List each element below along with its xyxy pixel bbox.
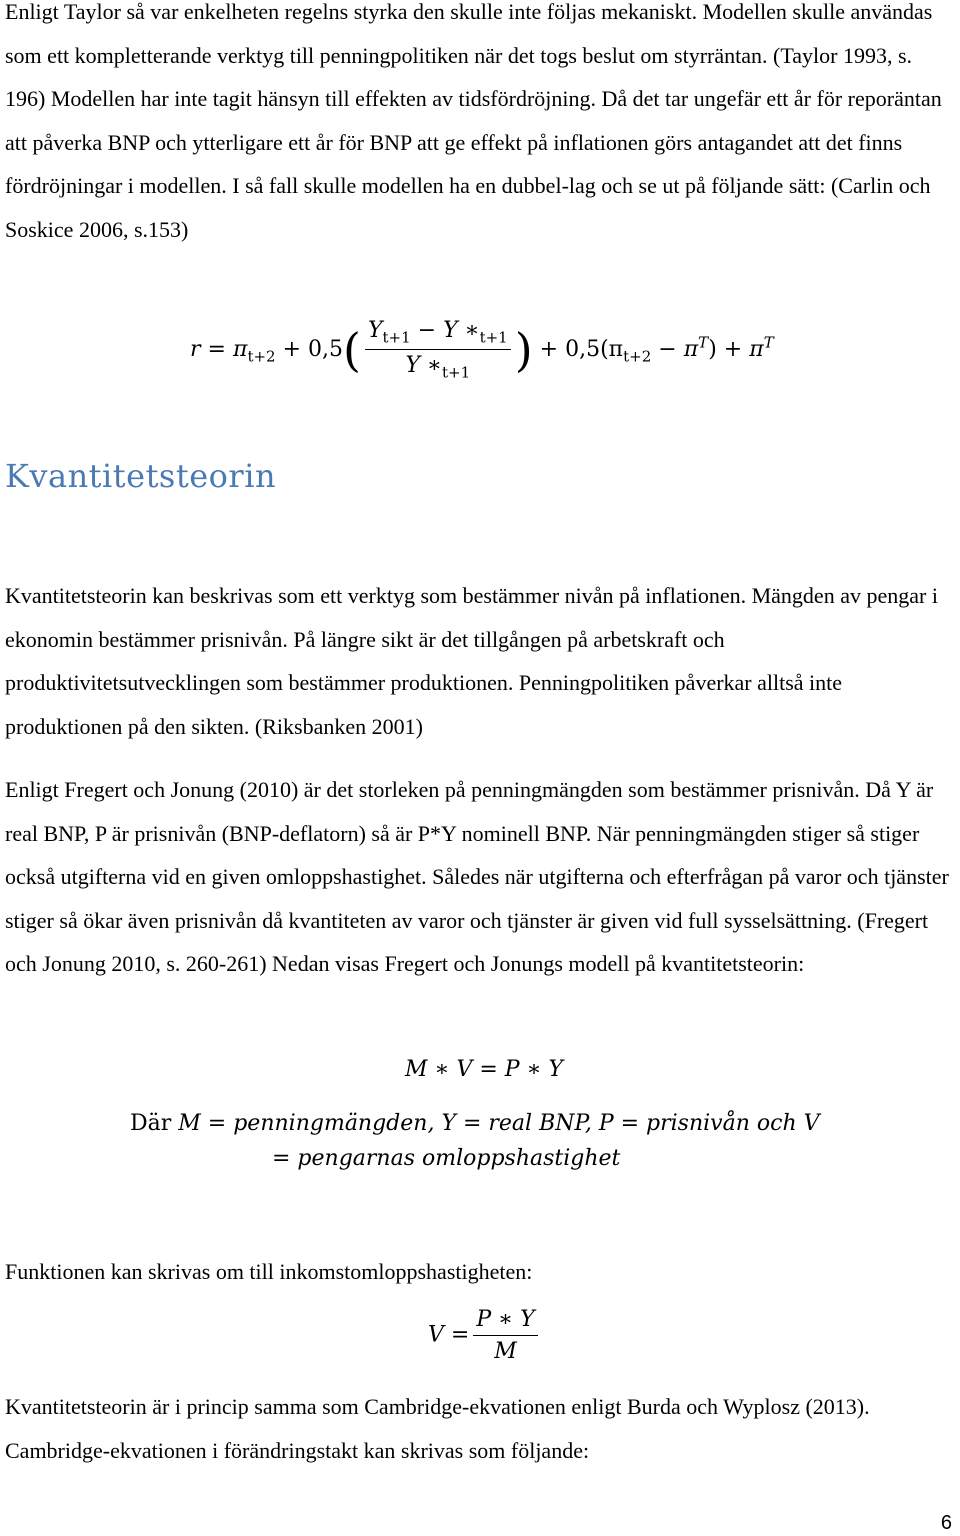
eq-minus: − [417,318,437,343]
fraction-numerator: P ∗ Y [473,1307,537,1336]
eq-close-paren: ) [514,322,533,377]
where-definitions: M = penningmängden, Y = real BNP, P = prisnivån och V [178,1111,820,1136]
paragraph-fregert-jonung: Enligt Fregert och Jonung (2010) är det storleken på penningmängden som bestämmer prisnivån. Då Y är real BNP, P är prisnivån (BNP-deflatorn) så är P*Y nominell BNP. När penningmängden stiger så stiger också utgifterna vid en given omloppshastighet. Således när utgifterna och efterfrågan på varor och tjänster stiger så ökar även prisnivån då kvantiteten av varor och tjänster är given vid full sysselsättning. (Fregert och Jonung 2010, s. 260-261) Nedan visas Fregert och Jonungs modell på kvantitetsteorin: [5,777,949,976]
eq-y: Y [443,318,458,343]
paragraph-taylor-lag: Enligt Taylor så var enkelheten regelns styrka den skulle inte följas mekaniskt. Modellen skulle användas som ett kompletterande verktyg till penningpolitiken när det togs beslut om styrräntan. (Taylor 1993, s. 196) Modellen har inte tagit hänsyn till effekten av tidsfördröjning. Då det tar ungefär ett år för reporäntan att påverka BNP och ytterligare ett år för BNP att ge effekt på inflationen görs antagandet att det finns fördröjningar i modellen. I så fall skulle modellen ha en dubbel-lag och se ut på följande sätt: (Carlin och Soskice 2006, s.153) [5,0,942,242]
eq-r: r [190,336,201,362]
eq-close: ) [708,336,717,362]
section-heading: Kvantitetsteorin [5,457,277,495]
eq-star: ∗ [427,353,442,379]
eq-plus: + [539,336,559,362]
eq-sup: T [763,333,774,352]
eq-sub: t+2 [247,347,276,366]
page-number: 6 [940,1512,952,1534]
eq-coef: 0,5 [308,336,344,362]
eq-sub: t+2 [623,347,652,366]
where-prefix: Där [130,1111,172,1136]
velocity-lhs: V = [428,1322,470,1348]
eq-coef: 0,5(π [565,336,624,362]
definitions-line-1 [130,1111,820,1136]
paragraph-velocity-intro: Funktionen kan skrivas om till inkomstomloppshastigheten: [5,1259,533,1284]
eq-equals: = [207,336,226,362]
eq-pi: π [749,336,764,362]
eq-star: ∗ [464,318,480,343]
taylor-rule-equation [190,318,774,382]
eq-pi: π [232,336,248,362]
eq-sub: t+1 [479,328,508,347]
quantity-equation: M ∗ V = P ∗ Y [405,1057,564,1082]
eq-plus: + [723,336,743,362]
eq-y: Y [367,318,383,343]
eq-plus: + [282,336,302,362]
paragraph-quantity-theory-intro: Kvantitetsteorin kan beskrivas som ett verktyg som bestämmer nivån på inflationen. Mängden av pengar i ekonomin bestämmer prisnivån. På längre sikt är det tillgången på arbetskraft och produktivitetsutvecklingen som bestämmer produktionen. Penningpolitiken påverkar alltså inte produktionen på den sikten. (Riksbanken 2001) [5,583,938,739]
paragraph-cambridge: Kvantitetsteorin är i princip samma som Cambridge-ekvationen enligt Burda och Wyplosz (2013). Cambridge-ekvationen i förändringstakt kan skrivas som följande: [5,1394,870,1463]
eq-open-paren: ( [343,322,361,377]
eq-sub: t+1 [442,363,471,382]
velocity-fraction [473,1307,537,1364]
eq-sup: T [698,333,709,352]
eq-minus: − [658,336,677,362]
definitions-line-2: = pengarnas omloppshastighet [272,1146,621,1171]
eq-pi: π [683,336,699,362]
eq-sub: t+1 [382,328,411,347]
fraction-denominator: M [494,1339,517,1364]
output-gap-fraction [365,318,511,382]
fraction-numerator [365,318,511,350]
velocity-equation [428,1307,542,1364]
fraction-denominator [365,350,511,381]
eq-y: Y [405,353,421,379]
